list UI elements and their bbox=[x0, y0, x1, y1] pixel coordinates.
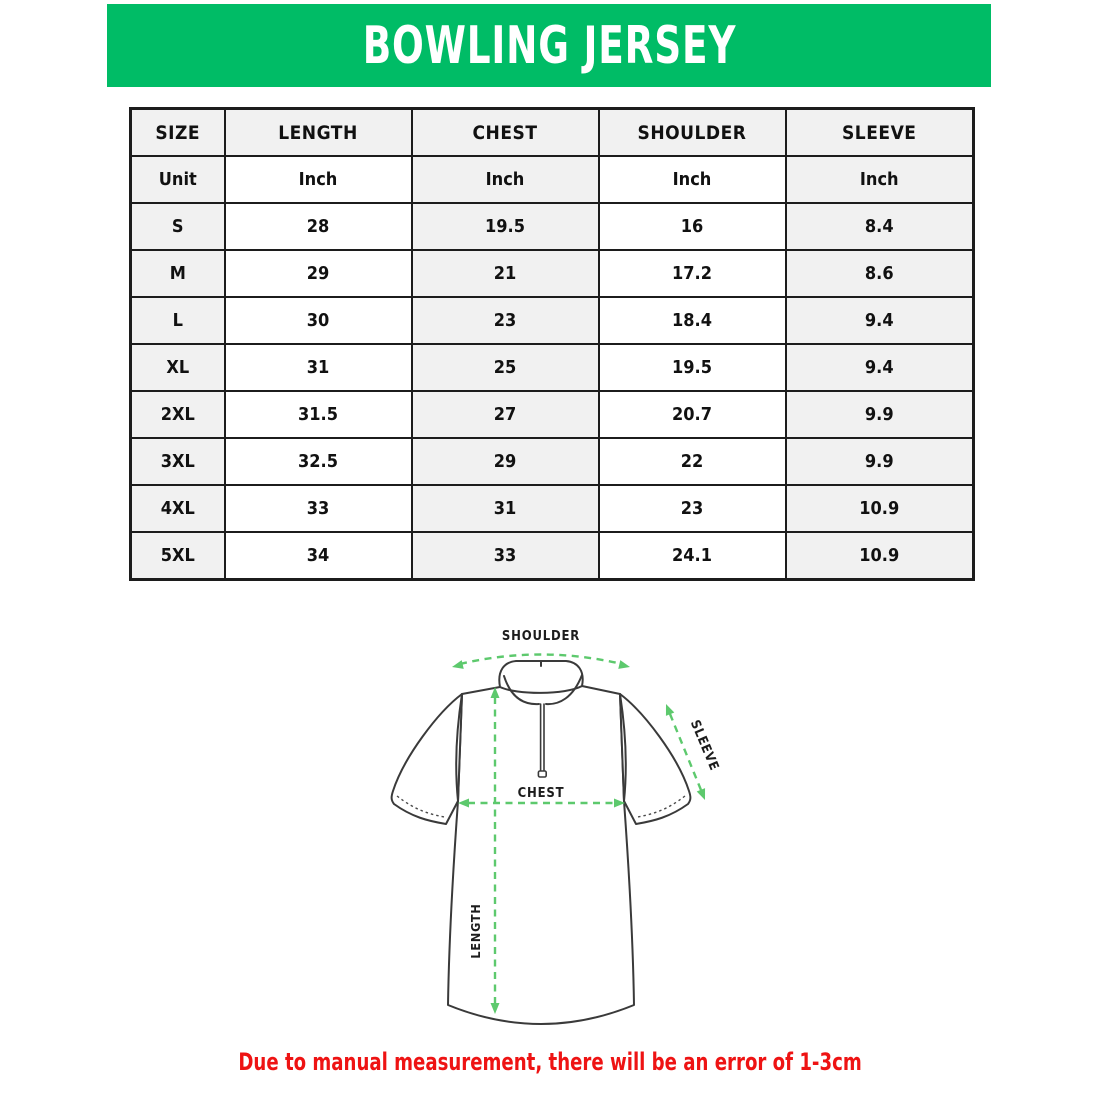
table-cell: 5XL bbox=[131, 532, 225, 580]
table-cell: 17.2 bbox=[599, 250, 786, 297]
table-row bbox=[131, 391, 974, 438]
jersey-measurement-diagram bbox=[355, 612, 735, 1057]
table-cell: Inch bbox=[786, 156, 974, 203]
table-cell: 8.4 bbox=[786, 203, 974, 250]
table-cell: 21 bbox=[412, 250, 599, 297]
column-header-chest: CHEST bbox=[412, 109, 599, 157]
table-cell: XL bbox=[131, 344, 225, 391]
table-cell: 33 bbox=[412, 532, 599, 580]
table-cell: 23 bbox=[599, 485, 786, 532]
table-cell: 19.5 bbox=[412, 203, 599, 250]
table-cell: 25 bbox=[412, 344, 599, 391]
table-row bbox=[131, 203, 974, 250]
column-header-length: LENGTH bbox=[225, 109, 412, 157]
table-cell: 4XL bbox=[131, 485, 225, 532]
length-label: LENGTH bbox=[468, 903, 483, 959]
arrowhead bbox=[618, 660, 631, 671]
table-cell: 9.4 bbox=[786, 344, 974, 391]
table-cell: 10.9 bbox=[786, 532, 974, 580]
arrowhead bbox=[662, 702, 674, 716]
table-cell: Inch bbox=[225, 156, 412, 203]
table-cell: 24.1 bbox=[599, 532, 786, 580]
table-cell: Unit bbox=[131, 156, 225, 203]
table-cell: S bbox=[131, 203, 225, 250]
table-cell: 2XL bbox=[131, 391, 225, 438]
column-header-sleeve: SLEEVE bbox=[786, 109, 974, 157]
table-row bbox=[131, 250, 974, 297]
disclaimer-text: Due to manual measurement, there will be an error of 1-3cm bbox=[238, 1048, 862, 1076]
column-header-shoulder: SHOULDER bbox=[599, 109, 786, 157]
table-row bbox=[131, 532, 974, 580]
table-cell: 9.9 bbox=[786, 391, 974, 438]
chest-label: CHEST bbox=[517, 786, 565, 801]
table-cell: Inch bbox=[599, 156, 786, 203]
arrowhead bbox=[697, 788, 709, 802]
table-cell: 8.6 bbox=[786, 250, 974, 297]
table-cell: 27 bbox=[412, 391, 599, 438]
table-cell: 32.5 bbox=[225, 438, 412, 485]
table-cell: 20.7 bbox=[599, 391, 786, 438]
table-cell: 9.4 bbox=[786, 297, 974, 344]
table-cell: 9.9 bbox=[786, 438, 974, 485]
size-chart-table bbox=[129, 107, 975, 581]
table-cell: 10.9 bbox=[786, 485, 974, 532]
table-cell: 22 bbox=[599, 438, 786, 485]
table-cell: 16 bbox=[599, 203, 786, 250]
table-row bbox=[131, 438, 974, 485]
table-cell: 18.4 bbox=[599, 297, 786, 344]
table-header-row bbox=[131, 109, 974, 157]
table-cell: 31.5 bbox=[225, 391, 412, 438]
jersey-right-sleeve bbox=[620, 694, 690, 824]
table-cell: 30 bbox=[225, 297, 412, 344]
table-cell: 3XL bbox=[131, 438, 225, 485]
measurement-disclaimer bbox=[0, 1048, 1100, 1076]
table-cell: 31 bbox=[412, 485, 599, 532]
column-header-size: SIZE bbox=[131, 109, 225, 157]
sleeve-label: SLEEVE bbox=[686, 717, 722, 774]
table-cell: 23 bbox=[412, 297, 599, 344]
arrowhead bbox=[451, 660, 464, 671]
table-row bbox=[131, 297, 974, 344]
table-cell: M bbox=[131, 250, 225, 297]
table-cell: 33 bbox=[225, 485, 412, 532]
table-cell: 28 bbox=[225, 203, 412, 250]
table-row bbox=[131, 485, 974, 532]
table-row bbox=[131, 344, 974, 391]
table-cell: 34 bbox=[225, 532, 412, 580]
table-cell: 31 bbox=[225, 344, 412, 391]
title-banner bbox=[107, 4, 991, 87]
table-cell: 19.5 bbox=[599, 344, 786, 391]
table-cell: Inch bbox=[412, 156, 599, 203]
zipper-stop bbox=[538, 771, 546, 777]
table-cell: 29 bbox=[412, 438, 599, 485]
unit-row bbox=[131, 156, 974, 203]
page-title: BOWLING JERSEY bbox=[362, 15, 736, 76]
table-cell: 29 bbox=[225, 250, 412, 297]
shoulder-label: SHOULDER bbox=[501, 629, 581, 644]
jersey-left-sleeve bbox=[392, 694, 462, 824]
table-cell: L bbox=[131, 297, 225, 344]
